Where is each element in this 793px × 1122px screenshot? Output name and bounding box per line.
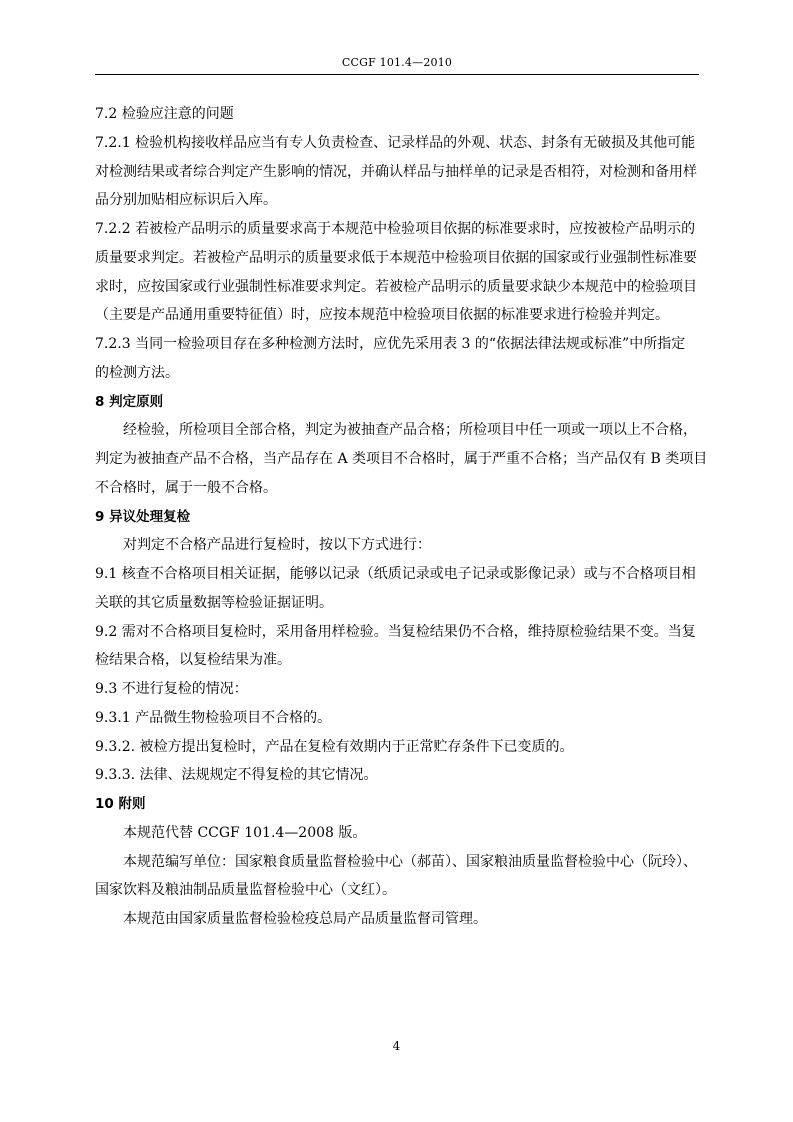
- paragraph-9-1-line-1: 9.1 核查不合格项目相关证据，能够以记录（纸质记录或电子记录或影像记录）或与不合格项目相: [95, 566, 696, 582]
- paragraph-7-2-2-line-3: 求时，应按国家或行业强制性标准要求判定。若被检产品明示的质量要求缺少本规范中的检验项目: [95, 278, 697, 295]
- section-heading-7-2: 7.2 检验应注意的问题: [95, 106, 234, 122]
- paragraph-9-3-1: 9.3.1 产品微生物检验项目不合格的。: [95, 709, 332, 726]
- paragraph-10-authors-line-2: 国家饮料及粮油制品质量监督检验中心（文红）。: [95, 882, 396, 899]
- paragraph-9-2-line-1: 9.2 需对不合格项目复检时，采用备用样检验。当复检结果仍不合格，维持原检验结果不变。当复: [95, 623, 696, 640]
- paragraph-7-2-3-line-1: 7.2.3 当同一检验项目存在多种检测方法时，应优先采用表 3 的“依据法律法规或标准”中所指定: [95, 336, 686, 352]
- paragraph-8-line-1: 经检验，所检项目全部合格，判定为被抽查产品合格；所检项目中任一项或一项以上不合格，: [123, 422, 697, 439]
- paragraph-7-2-2-line-1: 7.2.2 若被检产品明示的质量要求高于本规范中检验项目依据的标准要求时，应按被检产品明示的: [95, 221, 696, 237]
- paragraph-7-2-1-line-1: 7.2.1 检验机构接收样品应当有专人负责检查、记录样品的外观、状态、封条有无破损及其他可能: [95, 134, 696, 151]
- paragraph-10-authors-line-1: 本规范编写单位：国家粮食质量监督检验中心（郝苗）、国家粮油质量监督检验中心（阮玲）、: [123, 853, 697, 870]
- paragraph-10-supersedes: 本规范代替 CCGF 101.4—2008 版。: [123, 824, 367, 841]
- page-number: 4: [392, 1039, 401, 1053]
- header-standard-code: CCGF 101.4—2010: [341, 56, 453, 69]
- paragraph-9-3: 9.3 不进行复检的情况：: [95, 681, 248, 697]
- paragraph-7-2-2-line-4: （主要是产品通用重要特征值）时，应按本规范中检验项目依据的标准要求进行检验并判定。: [95, 307, 669, 324]
- section-heading-9: 9 异议处理复检: [95, 508, 191, 525]
- page-header: [95, 52, 699, 75]
- paragraph-7-2-2-line-2: 质量要求判定。若被检产品明示的质量要求低于本规范中检验项目依据的国家或行业强制性标准要: [95, 249, 697, 266]
- paragraph-7-2-1-line-2: 对检测结果或者综合判定产生影响的情况，并确认样品与抽样单的记录是否相符，对检测和备用样: [95, 163, 697, 180]
- paragraph-9-3-3: 9.3.3. 法律、法规规定不得复检的其它情况。: [95, 767, 378, 784]
- paragraph-9-1-line-2: 关联的其它质量数据等检验证据证明。: [95, 594, 333, 611]
- document-body: [95, 100, 708, 934]
- paragraph-9-3-2: 9.3.2. 被检方提出复检时，产品在复检有效期内于正常贮存条件下已变质的。: [95, 738, 574, 755]
- paragraph-8-line-3: 不合格时，属于一般不合格。: [95, 479, 277, 496]
- section-heading-8: 8 判定原则: [95, 393, 164, 410]
- paragraph-7-2-1-line-3: 品分别加贴相应标识后入库。: [95, 192, 277, 209]
- section-heading-10: 10 附则: [95, 796, 146, 812]
- paragraph-7-2-3-line-2: 的检测方法。: [95, 364, 179, 381]
- paragraph-8-line-2: 判定为被抽查产品不合格，当产品存在 A 类项目不合格时，属于严重不合格；当产品仅有 B 类项目: [95, 451, 708, 467]
- paragraph-10-management: 本规范由国家质量监督检验检疫总局产品质量监督司管理。: [123, 911, 487, 927]
- paragraph-9-2-line-2: 检结果合格，以复检结果为准。: [95, 652, 291, 669]
- paragraph-9-intro: 对判定不合格产品进行复检时，按以下方式进行：: [123, 537, 431, 554]
